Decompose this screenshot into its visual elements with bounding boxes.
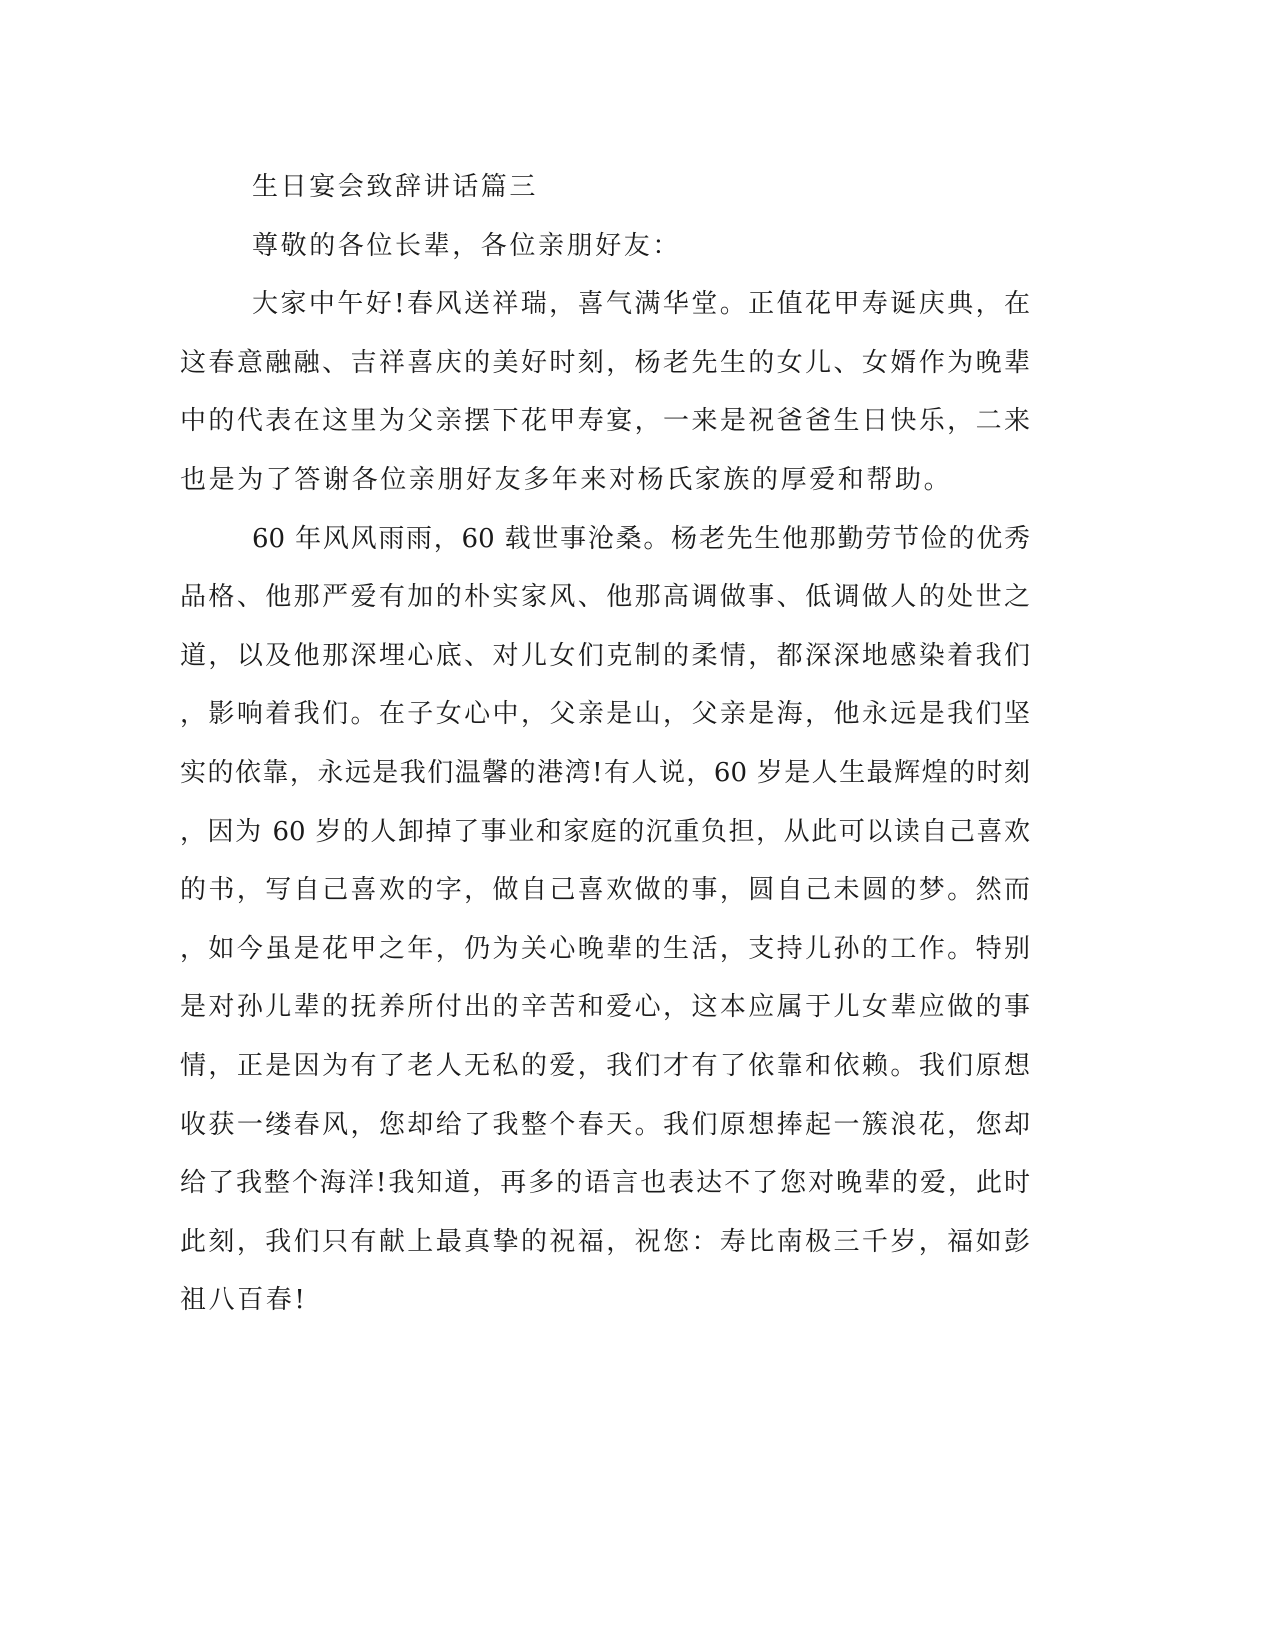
paragraph-line: 道，以及他那深埋心底、对儿女们克制的柔情，都深深地感染着我们 [180,640,1030,671]
paragraph-line: 的书，写自己喜欢的字，做自己喜欢做的事，圆自己未圆的梦。然而 [180,875,1030,906]
paragraph-line: 60 年风风雨雨，60 载世事沧桑。杨老先生他那勤劳节俭的优秀 [252,523,1030,554]
paragraph-line: ，因为 60 岁的人卸掉了事业和家庭的沉重负担，从此可以读自己喜欢 [180,816,1030,847]
paragraph-line: 实的依靠，永远是我们温馨的港湾!有人说，60 岁是人生最辉煌的时刻 [180,757,1030,788]
paragraph-line: ，影响着我们。在子女心中，父亲是山，父亲是海，他永远是我们坚 [180,699,1030,730]
paragraph-line: 品格、他那严爱有加的朴实家风、他那高调做事、低调做人的处世之 [180,582,1030,613]
paragraph-line: 给了我整个海洋!我知道，再多的语言也表达不了您对晚辈的爱，此时 [180,1168,1030,1199]
document-title: 生日宴会致辞讲话篇三 [252,172,539,202]
paragraph-line: 这春意融融、吉祥喜庆的美好时刻，杨老先生的女儿、女婿作为晚辈 [180,347,1030,378]
paragraph-line: ，如今虽是花甲之年，仍为关心晚辈的生活，支持儿孙的工作。特别 [180,933,1030,964]
salutation: 尊敬的各位长辈，各位亲朋好友： [252,230,682,261]
document-page [180,158,1030,1330]
paragraph-line: 此刻，我们只有献上最真挚的祝福，祝您：寿比南极三千岁，福如彭 [180,1226,1030,1257]
paragraph-line: 收获一缕春风，您却给了我整个春天。我们原想捧起一簇浪花，您却 [180,1109,1030,1140]
paragraph-line: 大家中午好!春风送祥瑞，喜气满华堂。正值花甲寿诞庆典，在 [252,289,1030,320]
paragraph-1 [180,275,1030,509]
paragraph-line: 也是为了答谢各位亲朋好友多年来对杨氏家族的厚爱和帮助。 [180,464,953,495]
paragraph-line: 是对孙儿辈的抚养所付出的辛苦和爱心，这本应属于儿女辈应做的事 [180,992,1030,1023]
paragraph-line: 中的代表在这里为父亲摆下花甲寿宴，一来是祝爸爸生日快乐，二来 [180,406,1030,437]
paragraph-2 [180,510,1030,1330]
paragraph-line: 祖八百春! [180,1285,308,1316]
paragraph-line: 情，正是因为有了老人无私的爱，我们才有了依靠和依赖。我们原想 [180,1050,1030,1081]
